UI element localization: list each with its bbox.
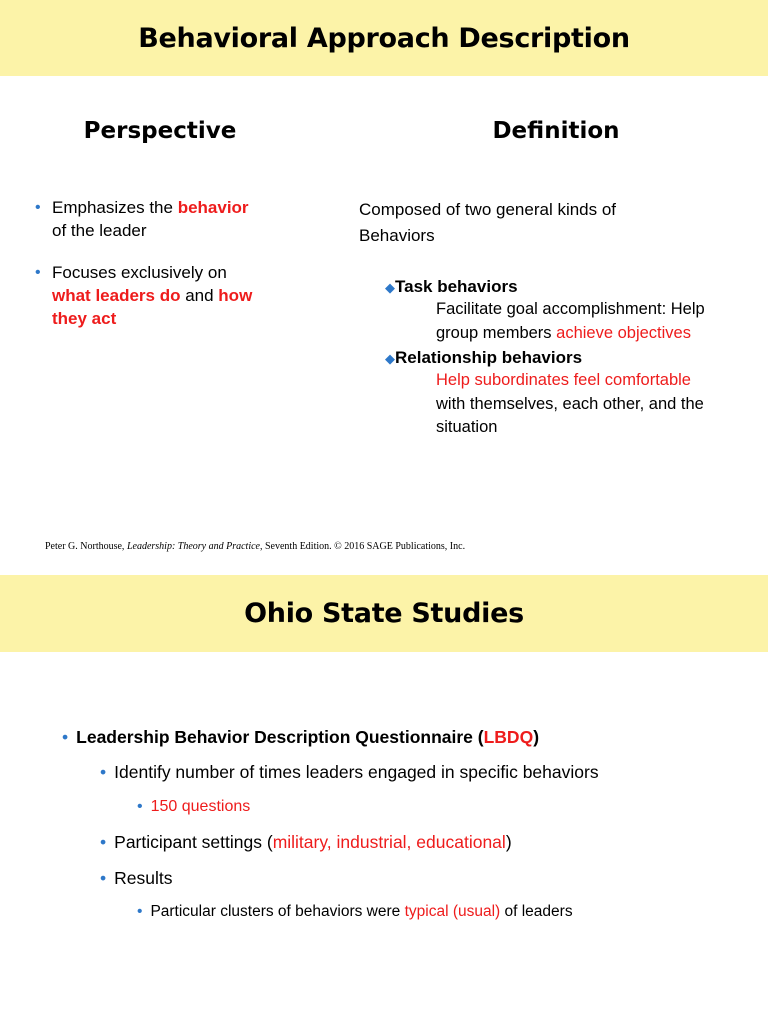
diamond-bullet-icon: ◆ [385,280,395,295]
highlight-how: how [218,286,253,305]
highlight-150-questions: 150 questions [150,798,251,815]
highlight-they-act: they act [52,309,117,328]
highlight-behavior: behavior [177,198,249,217]
highlight-settings: military, industrial, educational [272,832,506,852]
bullet-dot: • [137,903,143,920]
text: situation [436,418,498,436]
perspective-heading: Perspective [83,118,237,144]
text: Emphasizes the [52,198,178,217]
text: Participant settings ( [114,832,273,852]
bullet-dot: • [35,264,41,281]
relationship-behaviors-label [385,346,582,371]
definition-intro [359,197,616,249]
text: ) [505,832,512,852]
bullet-dot: • [137,798,143,815]
text: Behaviors [359,226,435,245]
text: , Seventh Edition. © 2016 SAGE Publications, Inc. [259,541,466,552]
highlight-lbdq: LBDQ [483,727,534,747]
title-band [0,0,768,76]
slide-title: Ohio State Studies [244,598,524,629]
bullet-dot: • [100,868,107,888]
bullet-dot: • [100,832,107,852]
task-behaviors-desc [436,298,705,345]
text: Relationship behaviors [395,348,583,367]
text: and [180,286,219,305]
text: Results [114,868,173,888]
text: of the leader [52,221,147,240]
bullet-participant-settings [100,832,512,853]
bullet-identify [100,762,599,783]
text: Leadership Behavior Description Questionnaire ( [76,727,484,747]
highlight-feel-comfortable: Help subordinates feel comfortable [436,371,691,389]
perspective-bullet-1 [35,196,249,242]
highlight-typical: typical (usual) [404,903,501,920]
text: with themselves, each other, and the [436,394,704,413]
book-title: Leadership: Theory and Practice [126,541,260,552]
highlight-what-leaders-do: what leaders do [52,286,181,305]
slide-ohio-state-studies [0,575,768,1024]
text: Composed of two general kinds of [359,200,617,219]
text: Focuses exclusively on [52,263,227,282]
text: Task behaviors [395,277,518,296]
bullet-dot: • [100,762,107,782]
highlight-achieve-objectives: achieve objectives [556,323,691,342]
text: ) [533,727,540,747]
text: group members [436,323,557,342]
text: of leaders [500,903,573,920]
slide-title: Behavioral Approach Description [138,22,630,54]
bullet-clusters [137,903,573,921]
bullet-150-questions [137,798,250,816]
relationship-behaviors-desc [436,369,704,440]
bullet-lbdq [62,727,539,748]
text: Peter G. Northouse, [45,541,127,552]
citation [45,541,465,552]
text: Facilitate goal accomplishment: Help [436,300,705,318]
definition-heading: Definition [492,118,620,144]
diamond-bullet-icon: ◆ [385,351,395,366]
task-behaviors-label [385,275,518,300]
bullet-dot: • [62,727,69,747]
title-band [0,575,768,652]
text: Particular clusters of behaviors were [150,903,405,920]
perspective-bullet-2 [35,261,253,330]
bullet-results [100,868,173,889]
text: Identify number of times leaders engaged in specific behaviors [114,762,599,782]
bullet-dot: • [35,199,41,216]
